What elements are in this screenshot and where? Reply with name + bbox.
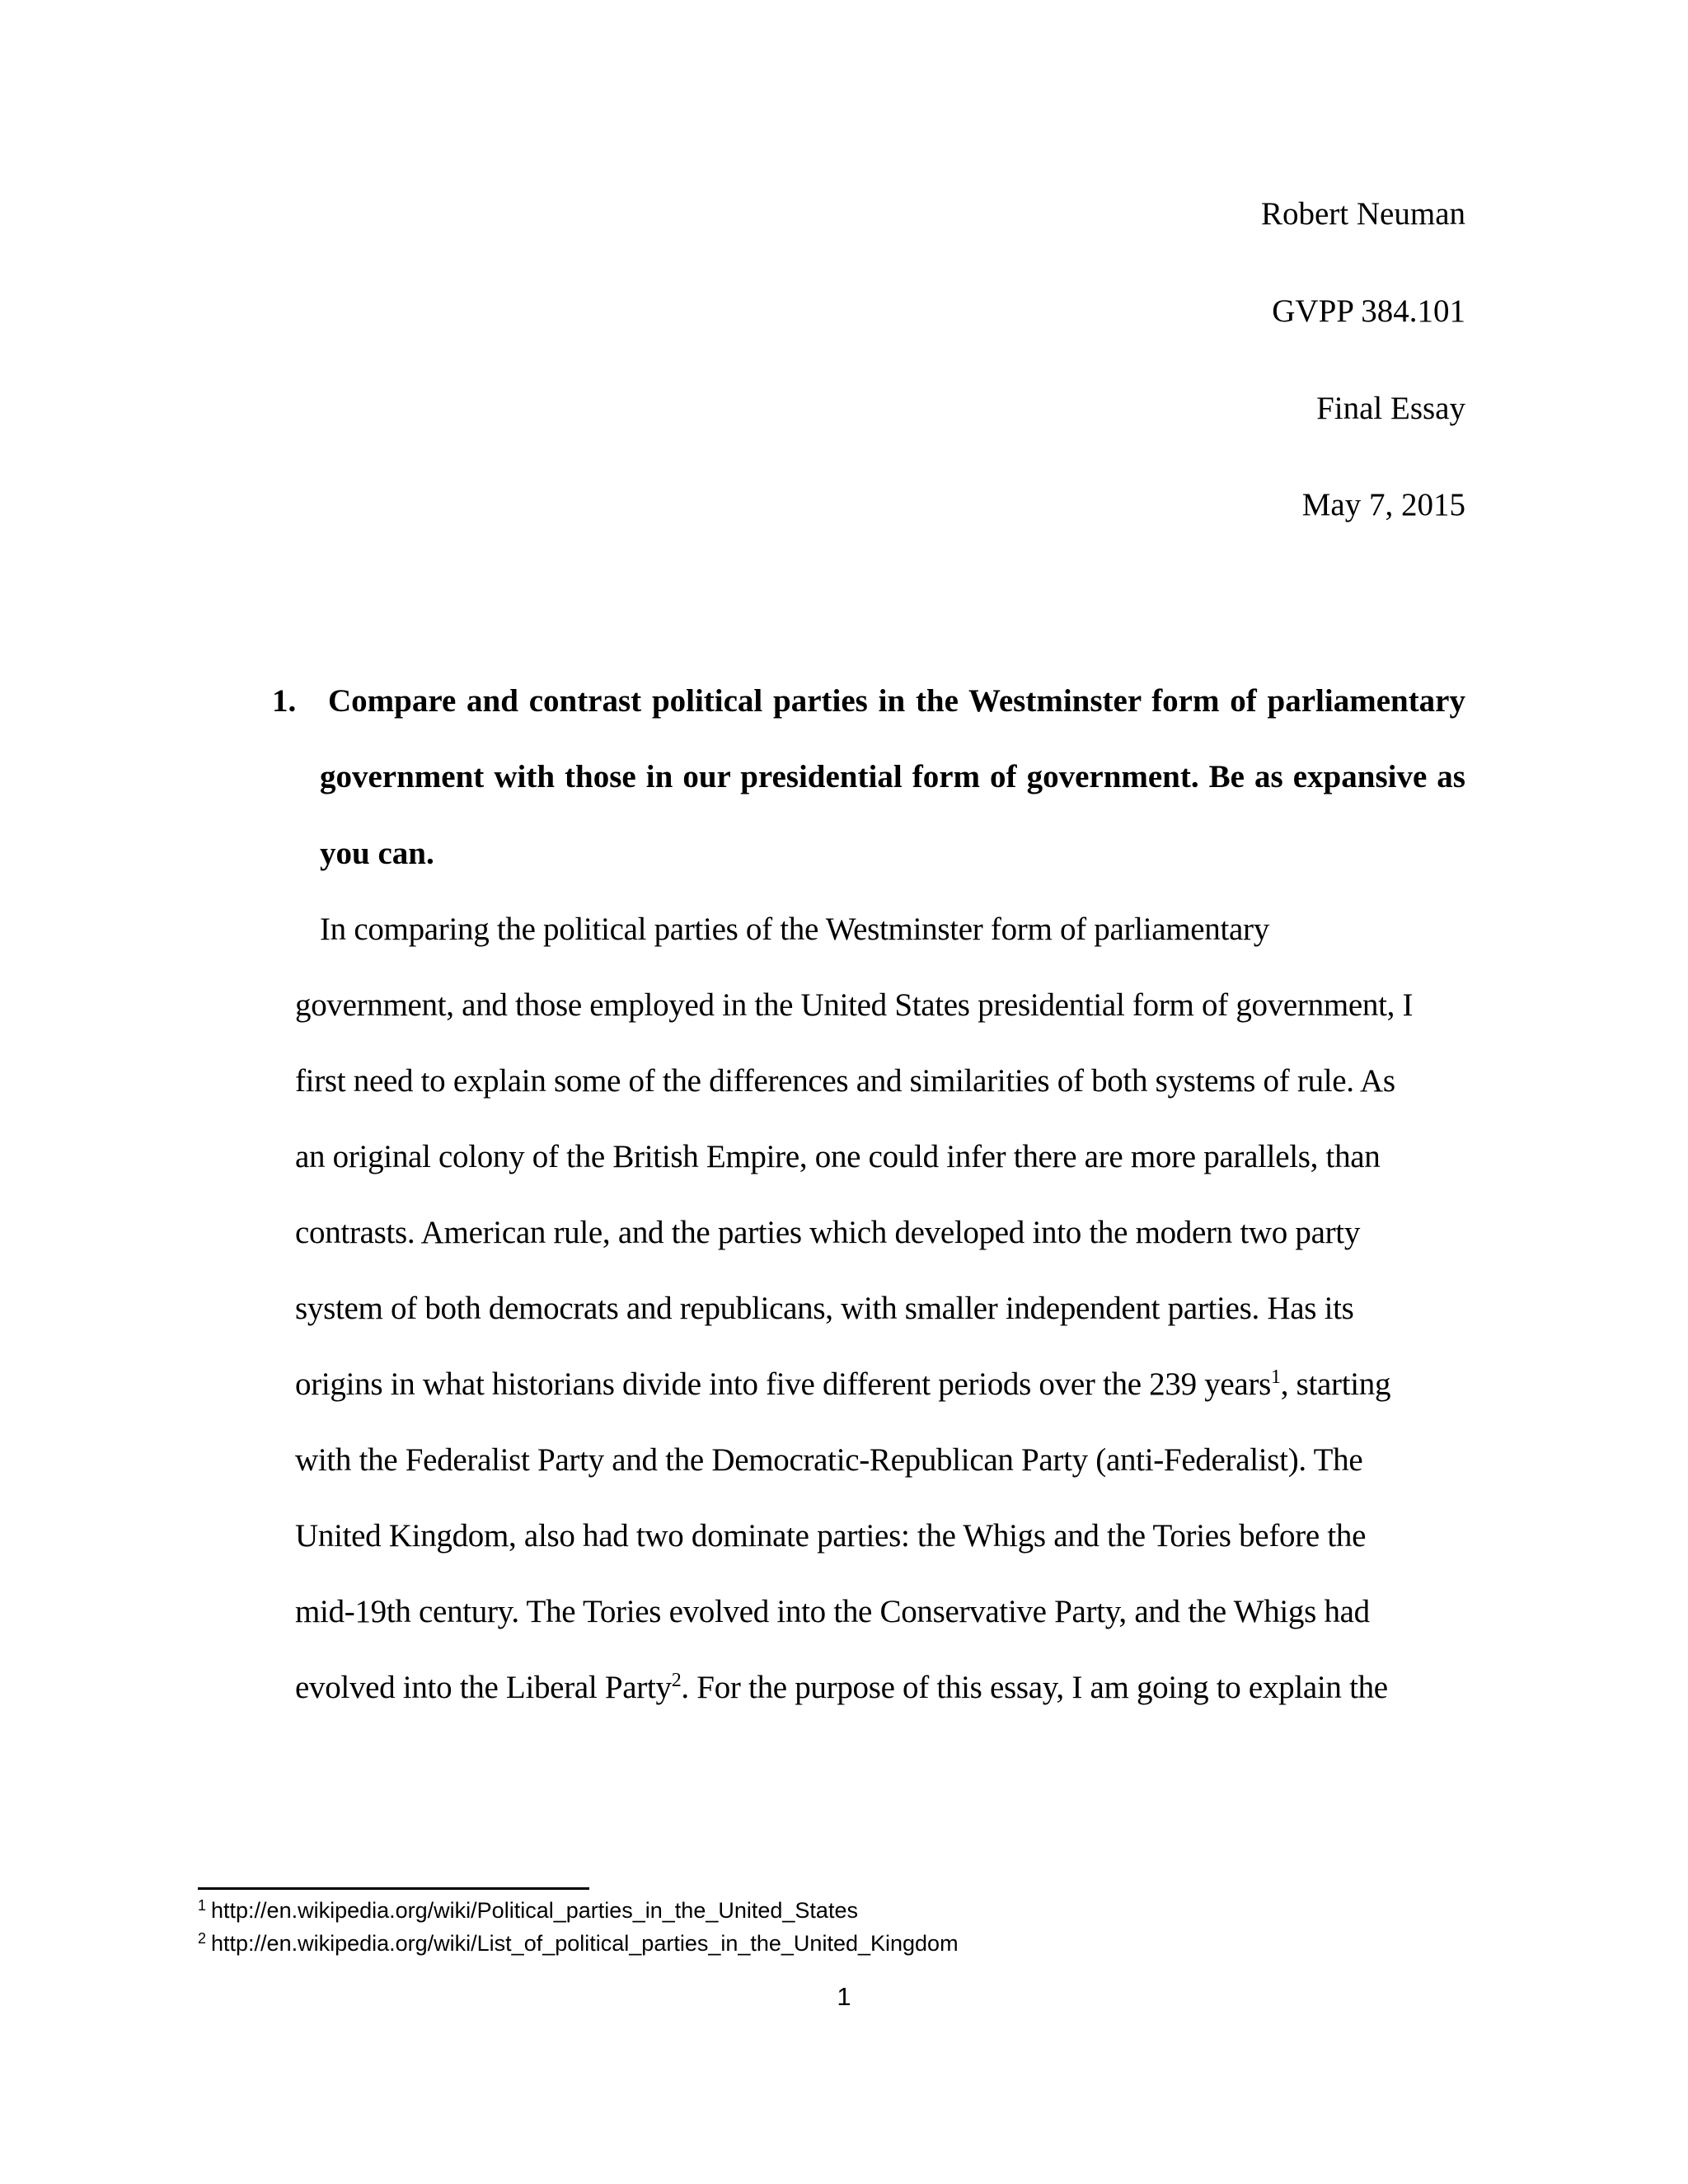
question-line: you can. [320,836,434,871]
footnote-reference[interactable]: 2 [671,1670,682,1691]
body-line: United Kingdom, also had two dominate parties: the Whigs and the Tories before the [295,1518,1367,1554]
footnote-link[interactable]: http://en.wikipedia.org/wiki/Political_parties_in_the_United_States [211,1898,858,1923]
footnote-separator [198,1887,589,1890]
footnote-link[interactable]: http://en.wikipedia.org/wiki/List_of_political_parties_in_the_United_Kingdom [211,1931,959,1956]
course-code: GVPP 384.101 [1272,293,1465,329]
body-line: an original colony of the British Empire, one could infer there are more parallels, than [295,1139,1381,1174]
author-name: Robert Neuman [1260,196,1465,232]
body-line: mid-19th century. The Tories evolved into the Conservative Party, and the Whigs had [295,1594,1370,1629]
essay-date: May 7, 2015 [1301,487,1465,523]
body-line: with the Federalist Party and the Democratic-Republican Party (anti-Federalist). The [295,1442,1363,1478]
body-line: system of both democrats and republicans, with smaller independent parties. Has its [295,1291,1354,1326]
body-line [295,1669,1388,1706]
question-number: 1. [272,683,297,719]
question-line: government with those in our presidential form of government. Be as expansive as [320,759,1465,794]
footnote [198,1931,959,1957]
footnote-marker: 2 [198,1930,207,1947]
assignment-title: Final Essay [1316,391,1465,426]
body-line: government, and those employed in the United States presidential form of government, I [295,987,1414,1023]
body-line: contrasts. American rule, and the parties which developed into the modern two party [295,1215,1361,1250]
body-line: In comparing the political parties of the Westminster form of parliamentary [320,912,1269,947]
question-line: Compare and contrast political parties in the Westminster form of parliamentary [328,683,1465,719]
footnote-marker: 1 [198,1897,207,1914]
body-text: origins in what historians divide into five different periods over the 239 years [295,1366,1272,1402]
body-line: first need to explain some of the differences and similarities of both systems of rule. As [295,1063,1395,1099]
footnote-reference[interactable]: 1 [1271,1366,1281,1388]
body-line [295,1366,1390,1403]
body-text: , starting [1280,1366,1391,1402]
body-text: evolved into the Liberal Party [295,1670,672,1705]
page-number: 1 [837,1982,851,2011]
footnote [198,1898,858,1924]
body-text: . For the purpose of this essay, I am going to explain the [681,1670,1388,1705]
